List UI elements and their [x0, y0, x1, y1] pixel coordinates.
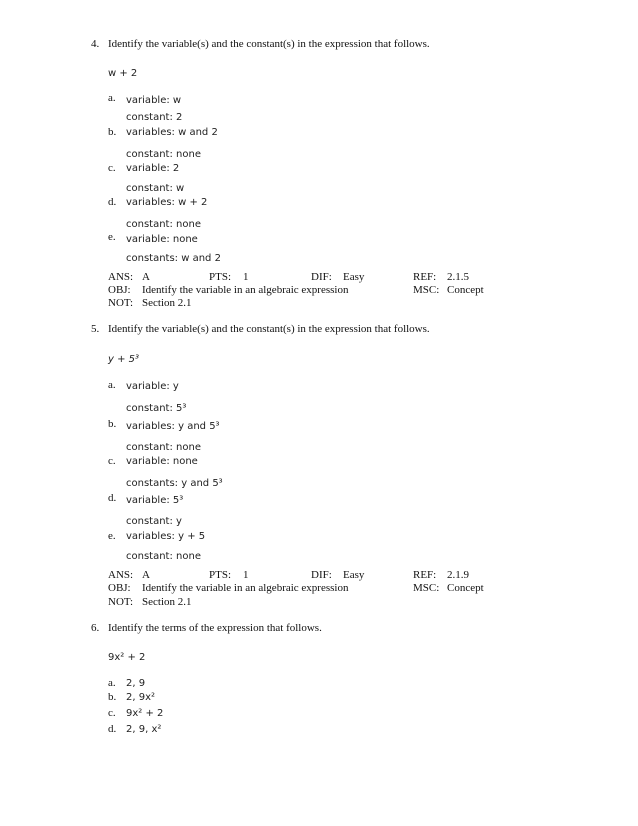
not-label: NOT: [108, 596, 134, 608]
msc-value: Concept [447, 284, 484, 296]
option-letter: c. [108, 707, 116, 719]
option-letter: e. [108, 231, 116, 243]
msc-label: MSC: [413, 284, 440, 296]
pts-label: PTS: [209, 569, 232, 581]
option-line: variable: none [126, 456, 198, 467]
option-line: variable: w [126, 95, 182, 106]
pts-label: PTS: [209, 271, 232, 283]
option-letter: e. [108, 530, 116, 542]
option-letter: a. [108, 379, 116, 391]
option-line: 2, 9 [126, 678, 146, 689]
ans-label: ANS: [108, 569, 134, 581]
question-expression: 9x² + 2 [108, 652, 146, 663]
option-line: constant: y [126, 516, 182, 527]
obj-label: OBJ: [108, 284, 131, 296]
option-letter: b. [108, 126, 117, 138]
option-line: variables: y and 5³ [126, 421, 220, 432]
ref-label: REF: [413, 271, 437, 283]
option-line: 2, 9x² [126, 692, 156, 703]
ans-label: ANS: [108, 271, 134, 283]
option-letter: c. [108, 162, 116, 174]
option-line: variables: w + 2 [126, 197, 208, 208]
option-line: constant: 2 [126, 112, 183, 123]
ref-value: 2.1.9 [447, 569, 469, 581]
option-line: constant: 5³ [126, 403, 187, 414]
pts-value: 1 [243, 569, 249, 581]
option-line: variables: w and 2 [126, 127, 218, 138]
option-line: constant: none [126, 149, 201, 160]
question-prompt: Identify the variable(s) and the constant(s) in the expression that follows. [108, 323, 430, 335]
not-value: Section 2.1 [142, 596, 192, 608]
msc-value: Concept [447, 582, 484, 594]
ref-label: REF: [413, 569, 437, 581]
ans-value: A [142, 569, 150, 581]
dif-label: DIF: [311, 271, 332, 283]
option-letter: d. [108, 492, 117, 504]
option-line: 9x² + 2 [126, 708, 164, 719]
obj-value: Identify the variable in an algebraic expression [142, 582, 349, 594]
option-line: constant: none [126, 219, 201, 230]
not-label: NOT: [108, 297, 134, 309]
option-line: constant: none [126, 551, 201, 562]
ans-value: A [142, 271, 150, 283]
option-line: variable: y [126, 381, 179, 392]
option-line: variable: 2 [126, 163, 180, 174]
option-letter: a. [108, 677, 116, 689]
question-expression: w + 2 [108, 68, 138, 79]
obj-label: OBJ: [108, 582, 131, 594]
question-number: 5. [91, 323, 100, 335]
dif-value: Easy [343, 271, 365, 283]
msc-label: MSC: [413, 582, 440, 594]
option-line: variable: none [126, 234, 198, 245]
option-line: constants: w and 2 [126, 253, 221, 264]
pts-value: 1 [243, 271, 249, 283]
option-line: variable: 5³ [126, 495, 184, 506]
obj-value: Identify the variable in an algebraic expression [142, 284, 349, 296]
question-prompt: Identify the variable(s) and the constant(s) in the expression that follows. [108, 38, 430, 50]
question-expression: y + 5³ [108, 354, 140, 365]
option-letter: a. [108, 92, 116, 104]
option-line: constant: none [126, 442, 201, 453]
option-line: constant: w [126, 183, 185, 194]
option-letter: c. [108, 455, 116, 467]
option-letter: b. [108, 691, 117, 703]
option-letter: d. [108, 196, 117, 208]
not-value: Section 2.1 [142, 297, 192, 309]
option-line: variables: y + 5 [126, 531, 206, 542]
ref-value: 2.1.5 [447, 271, 469, 283]
question-number: 6. [91, 622, 100, 634]
option-line: constants: y and 5³ [126, 478, 223, 489]
dif-value: Easy [343, 569, 365, 581]
dif-label: DIF: [311, 569, 332, 581]
option-letter: d. [108, 723, 117, 735]
question-number: 4. [91, 38, 100, 50]
question-prompt: Identify the terms of the expression that follows. [108, 622, 322, 634]
option-letter: b. [108, 418, 117, 430]
option-line: 2, 9, x² [126, 724, 162, 735]
